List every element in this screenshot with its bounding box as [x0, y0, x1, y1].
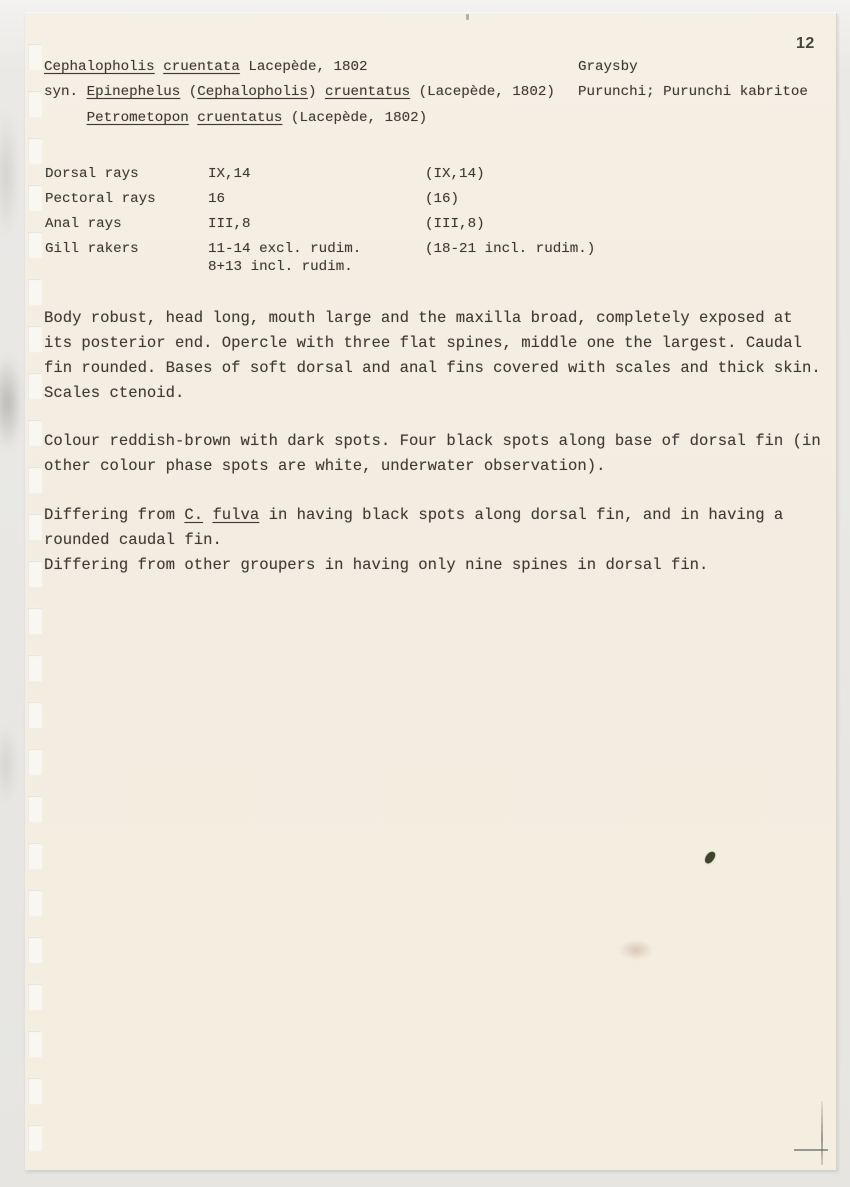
text: in having black spots along dorsal fin, and in having a	[259, 506, 784, 524]
text: )	[307, 84, 325, 101]
count-paren-value: (III,8)	[425, 216, 485, 232]
text: syn.	[44, 84, 87, 101]
underlined-text: Cephalopholis	[197, 84, 308, 101]
comparison-paragraph-2	[44, 553, 708, 578]
ink-speck	[703, 850, 717, 865]
count-value	[208, 212, 425, 237]
binding-hole	[28, 1125, 42, 1151]
binding-hole	[28, 749, 42, 775]
binding-hole	[28, 185, 42, 211]
paper-edge-mark	[466, 14, 469, 20]
paper-stain	[619, 940, 653, 960]
text-line	[44, 306, 821, 331]
underlined-text: fulva	[212, 506, 260, 524]
binding-hole	[28, 91, 42, 117]
comparison-paragraph	[44, 503, 783, 553]
underlined-text: cruentatus	[197, 109, 283, 126]
count-value-line: 11-14 excl. rudim.	[208, 241, 362, 257]
underlined-text: C.	[184, 506, 204, 524]
binding-hole	[28, 890, 42, 916]
description-paragraph	[44, 306, 821, 406]
species-name-line	[44, 106, 555, 131]
underlined-text: Epinephelus	[86, 84, 181, 101]
species-name-line	[44, 55, 555, 80]
text: Differing from	[44, 506, 185, 524]
text: Scales ctenoid.	[44, 384, 185, 403]
binding-hole	[28, 44, 42, 70]
count-value-line: IX,14	[208, 166, 251, 182]
count-paren-value: (IX,14)	[425, 166, 485, 182]
binding-hole	[28, 561, 42, 587]
fin-ray-counts-table	[45, 162, 595, 276]
binding-hole	[28, 232, 42, 258]
text: fin rounded. Bases of soft dorsal and anal fins covered with scales and thick skin.	[44, 359, 821, 378]
text: Differing from other groupers in having only nine spines in dorsal fin.	[44, 556, 709, 574]
binding-hole	[28, 138, 42, 164]
text: (Lacepède, 1802)	[282, 109, 428, 126]
binding-hole	[28, 984, 42, 1010]
text	[155, 59, 164, 75]
scan-smudge	[0, 355, 22, 450]
text-line	[44, 454, 821, 479]
count-value	[208, 162, 425, 187]
text	[189, 110, 198, 126]
text: rounded caudal fin.	[44, 531, 222, 550]
common-name-line: Graysby	[578, 59, 638, 75]
text: Lacepède, 1802	[239, 59, 368, 75]
text-line	[44, 503, 783, 528]
binding-hole	[28, 1078, 42, 1104]
count-value	[208, 187, 425, 212]
text: (Lacepède, 1802)	[410, 84, 555, 101]
text: (	[180, 84, 198, 101]
scan-smudge	[0, 725, 16, 805]
text: its posterior end. Opercle with three flat spines, middle one the largest. Caudal	[44, 334, 802, 353]
colour-paragraph	[44, 429, 821, 479]
text: Body robust, head long, mouth large and the maxilla broad, completely exposed at	[44, 309, 793, 327]
underlying-page-edge-vertical	[821, 1101, 823, 1165]
binding-hole	[28, 796, 42, 822]
text-line	[44, 381, 821, 406]
text-line	[44, 331, 821, 356]
text-line	[44, 553, 708, 578]
count-value-line: III,8	[208, 216, 251, 232]
text: other colour phase spots are white, underwater observation).	[44, 457, 606, 476]
underlined-text: cruentatus	[324, 84, 411, 101]
text-line	[44, 356, 821, 381]
count-label: Gill rakers	[45, 241, 139, 257]
underlined-text: Cephalopholis	[44, 59, 155, 75]
underlined-text: Petrometopon	[86, 109, 189, 126]
count-value-line: 16	[208, 191, 226, 207]
binding-hole	[28, 655, 42, 681]
count-paren-value: (18-21 incl. rudim.)	[425, 241, 596, 257]
binding-hole	[28, 514, 42, 540]
common-names	[578, 55, 808, 106]
binding-hole	[28, 467, 42, 493]
page-number: 12	[796, 35, 815, 52]
text-line	[44, 429, 821, 454]
count-value-line: 8+13 incl. rudim.	[208, 259, 353, 275]
binding-hole	[28, 373, 42, 399]
count-paren-value: (16)	[425, 191, 460, 207]
species-header	[44, 55, 555, 131]
count-label: Pectoral rays	[45, 191, 156, 207]
species-name-line	[44, 80, 555, 105]
document-page	[25, 13, 837, 1170]
binding-hole	[28, 608, 42, 634]
scan-smudge	[0, 110, 18, 240]
binding-hole	[28, 279, 42, 305]
binding-hole	[28, 937, 42, 963]
underlying-page-edge-horizontal	[794, 1149, 828, 1151]
binding-hole	[28, 843, 42, 869]
binding-hole	[28, 326, 42, 352]
underlined-text: cruentata	[163, 59, 240, 75]
binding-hole	[28, 702, 42, 728]
text: Colour reddish-brown with dark spots. Four black spots along base of dorsal fin (in	[44, 432, 821, 450]
count-label: Dorsal rays	[45, 166, 139, 182]
common-name-line: Purunchi; Purunchi kabritoe	[578, 84, 808, 101]
count-label: Anal rays	[45, 216, 122, 232]
binding-hole	[28, 1031, 42, 1057]
text-line	[44, 528, 783, 553]
count-value	[208, 237, 425, 276]
binding-hole	[28, 420, 42, 446]
